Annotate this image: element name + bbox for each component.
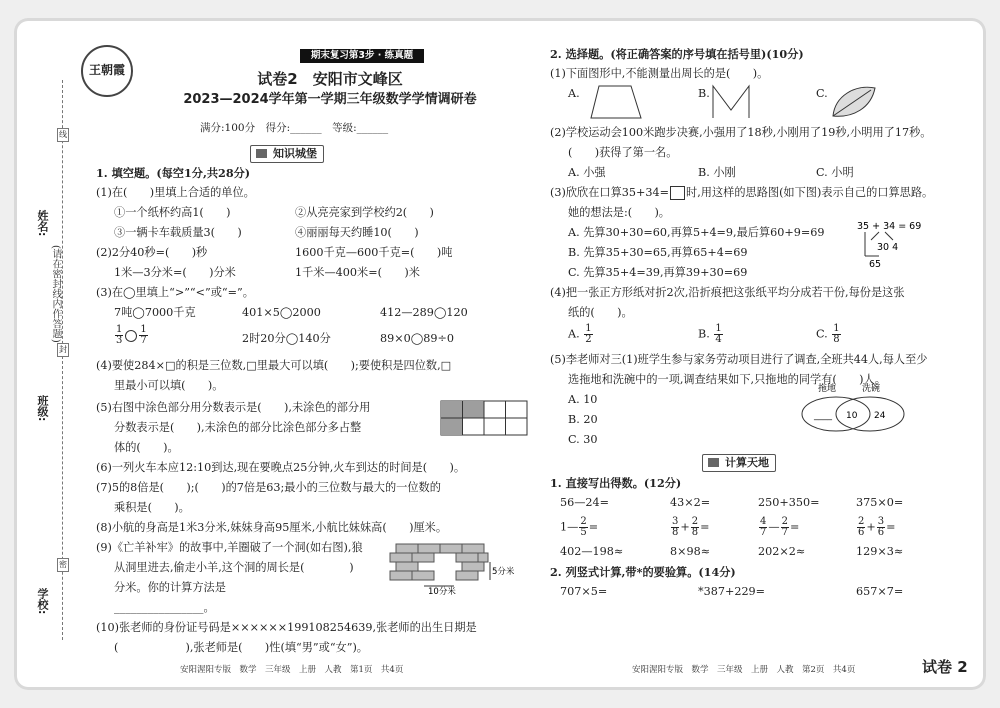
shape-choices bbox=[585, 82, 905, 122]
q1-7-b: 乘积是( )。 bbox=[114, 501, 190, 514]
calc-2-heading: 2. 列竖式计算,带*的要验算。(14分) bbox=[550, 565, 736, 579]
q2-5-opt-a: A. 10 bbox=[568, 393, 598, 406]
vert-b: *387+229= bbox=[698, 585, 766, 598]
q2-4-b: 纸的( )。 bbox=[568, 306, 633, 319]
calc-c: 250+350= bbox=[758, 496, 820, 509]
think-diagram bbox=[855, 218, 935, 270]
answer-box bbox=[670, 186, 685, 200]
q2-1-c: C. bbox=[816, 87, 828, 100]
brand-logo: 王朝霞 bbox=[81, 45, 133, 97]
q1-9-b: 从洞里进去,偷走小羊,这个洞的周长是( ) bbox=[114, 561, 354, 574]
q1-4-a: (4)要使284×□的积是三位数,□里最大可以填( );要使积是四位数,□ bbox=[96, 359, 452, 372]
venn-diagram bbox=[798, 380, 908, 436]
venn-mid-value: 10 bbox=[846, 411, 858, 421]
seal-mark-2: 封 bbox=[57, 343, 69, 357]
seal-notice: (请在密封线内作答题) bbox=[50, 245, 61, 343]
q2-3-b: 她的想法是:( )。 bbox=[568, 206, 670, 219]
calc-e: 1— $\frac{2}{5}$ = bbox=[560, 516, 599, 538]
section-compute: 计算天地 bbox=[702, 454, 776, 472]
m-shape bbox=[713, 86, 749, 118]
q1-heading: 1. 填空题。(每空1分,共28分) bbox=[96, 166, 251, 180]
q1-1-a: ①一个纸杯约高1( ) bbox=[114, 206, 231, 219]
compare-circle bbox=[125, 330, 137, 342]
calc-a: 56—24= bbox=[560, 496, 610, 509]
q1-5-c: 体的( )。 bbox=[114, 441, 179, 454]
footer-right: 安阳渥阳专版 数学 三年级 上册 人教 第2页 共4页 bbox=[632, 665, 856, 675]
think-mid: 30 4 bbox=[877, 242, 899, 253]
q1-6: (6)一列火车本应12:10到达,现在要晚点25分钟,火车到达的时间是( )。 bbox=[96, 461, 466, 474]
venn-right-value: 24 bbox=[874, 411, 886, 421]
q2-1-b: B. bbox=[698, 87, 710, 100]
q2-3-a: (3)欣欣在口算35+34= 时,用这样的思路图(如下图)表示自己的口算思路。 bbox=[550, 186, 934, 199]
q2-2-a-opt: A. 小强 bbox=[568, 166, 606, 179]
q1-3: (3)在◯里填上“>”“<”或“=”。 bbox=[96, 286, 254, 299]
think-top: 35 + 34 = 69 bbox=[857, 221, 922, 232]
q1-2-c: 1米—3分米=( )分米 bbox=[114, 266, 236, 279]
review-banner: 期末复习第3步 · 练真题 bbox=[300, 49, 424, 63]
q2-4-opt-c: C. $\frac{1}{8}$ bbox=[816, 323, 840, 345]
think-bot: 65 bbox=[869, 259, 882, 270]
binding-sidebar bbox=[28, 80, 72, 640]
calc-g: $\frac{4}{7}$ — $\frac{2}{7}$ = bbox=[760, 516, 800, 538]
calc-d: 375×0= bbox=[856, 496, 904, 509]
calc-b: 43×2= bbox=[670, 496, 711, 509]
q1-3-c: 412—289◯120 bbox=[380, 306, 468, 319]
q1-1-c: ③一辆卡车载质量3( ) bbox=[114, 226, 242, 239]
q1-5-b: 分数表示是( ),未涂色的部分比涂色部分多占整 bbox=[114, 421, 362, 434]
q2-heading: 2. 选择题。(将正确答案的序号填在括号里)(10分) bbox=[550, 47, 804, 61]
q2-4-opt-b: B. $\frac{1}{4}$ bbox=[698, 323, 722, 345]
calc-j: 8×98≈ bbox=[670, 545, 711, 558]
q1-3-f: 89×0◯89÷0 bbox=[380, 332, 454, 345]
q2-2-b: ( )获得了第一名。 bbox=[568, 146, 678, 159]
paper-label: 试卷 2 bbox=[922, 658, 968, 676]
q1-3-b: 401×5◯2000 bbox=[242, 306, 321, 319]
name-label: 姓名: bbox=[36, 210, 49, 237]
wall-height-label: 5分米 bbox=[492, 567, 515, 577]
q2-5-opt-c: C. 30 bbox=[568, 433, 598, 446]
calc-k: 202×2≈ bbox=[758, 545, 806, 558]
shaded-grid-figure bbox=[440, 400, 528, 436]
q1-1-b: ②从亮亮家到学校约2( ) bbox=[295, 206, 434, 219]
q1-8: (8)小航的身高是1米3分米,妹妹身高95厘米,小航比妹妹高( )厘米。 bbox=[96, 521, 448, 534]
q1-9-d: ________________。 bbox=[114, 601, 215, 614]
q1-9-c: 分米。你的计算方法是 bbox=[114, 581, 226, 594]
school-label: 学校: bbox=[36, 588, 49, 615]
seal-line bbox=[62, 80, 63, 640]
fraction: $\frac{1}{7}$ bbox=[140, 324, 147, 346]
q2-3-opt-c: C. 先算35+4=39,再算39+30=69 bbox=[568, 266, 748, 279]
calc-f: $\frac{3}{8}$ + $\frac{2}{8}$ = bbox=[672, 516, 710, 538]
q2-4-opt-a: A. $\frac{1}{2}$ bbox=[568, 323, 592, 345]
q1-9-a: (9)《亡羊补牢》的故事中,羊圈破了一个洞(如右图),狼 bbox=[96, 541, 363, 554]
calc-1-heading: 1. 直接写出得数。(12分) bbox=[550, 476, 682, 490]
q1-3-a: 7吨◯7000千克 bbox=[114, 306, 196, 319]
q1-10-b: ( ),张老师是( )性(填“男”或“女”)。 bbox=[114, 641, 368, 654]
venn-right-label: 洗碗 bbox=[862, 384, 881, 394]
seal-mark-1: 线 bbox=[57, 128, 69, 142]
footer-left: 安阳渥阳专版 数学 三年级 上册 人教 第1页 共4页 bbox=[180, 665, 404, 675]
seal-mark-3: 密 bbox=[57, 558, 69, 572]
q1-2-a: (2)2分40秒=( )秒 bbox=[96, 246, 208, 259]
q2-3-opt-b: B. 先算35+30=65,再算65+4=69 bbox=[568, 246, 748, 259]
trapezoid-shape bbox=[591, 86, 641, 118]
score-line: 满分:100分 得分:______ 等级:______ bbox=[200, 122, 389, 134]
calc-l: 129×3≈ bbox=[856, 545, 904, 558]
calc-h: $\frac{2}{6}$ + $\frac{3}{6}$ = bbox=[858, 516, 896, 538]
vert-c: 657×7= bbox=[856, 585, 904, 598]
q2-5-a: (5)李老师对三(1)班学生参与家务劳动项目进行了调查,全班共44人,每人至少 bbox=[550, 353, 928, 366]
q1-4-b: 里最小可以填( )。 bbox=[114, 379, 224, 392]
wall-width-label: 10分米 bbox=[428, 587, 456, 596]
q1-5-a: (5)右图中涂色部分用分数表示是( ),未涂色的部分用 bbox=[96, 401, 371, 414]
q1-2-b: 1600千克—600千克=( )吨 bbox=[295, 246, 453, 259]
q2-2-b-opt: B. 小刚 bbox=[698, 166, 736, 179]
vert-a: 707×5= bbox=[560, 585, 608, 598]
q1-1-d: ④丽丽每天约睡10( ) bbox=[295, 226, 419, 239]
venn-left-value: ____ bbox=[814, 411, 832, 421]
brick-wall-figure bbox=[388, 540, 538, 596]
paper-subtitle: 2023—2024学年第一学期三年级数学学情调研卷 bbox=[183, 92, 477, 107]
q2-5-b: 选拖地和洗碗中的一项,调查结果如下,只拖地的同学有( )人。 bbox=[568, 373, 886, 386]
q1-2-d: 1千米—400米=( )米 bbox=[295, 266, 420, 279]
q1-1: (1)在( )里填上合适的单位。 bbox=[96, 186, 255, 199]
section-knowledge: 知识城堡 bbox=[250, 145, 324, 163]
q2-1: (1)下面图形中,不能测量出周长的是( )。 bbox=[550, 67, 769, 80]
q1-10-a: (10)张老师的身份证号码是××××××19910825​4639,张老师的出生日期是 bbox=[96, 621, 477, 634]
q1-7-a: (7)5的8倍是( );( )的7倍是63;最小的三位数与最大的一位数的 bbox=[96, 481, 441, 494]
venn-left-label: 拖地 bbox=[818, 384, 837, 394]
fraction: $\frac{1}{3}$ bbox=[116, 324, 123, 346]
class-label: 班级: bbox=[36, 395, 49, 422]
q2-2-c-opt: C. 小明 bbox=[816, 166, 854, 179]
q1-3-d bbox=[114, 325, 149, 346]
q2-5-opt-b: B. 20 bbox=[568, 413, 598, 426]
q2-4-a: (4)把一张正方形纸对折2次,沿折痕把这张纸平均分成若干份,每份是这张 bbox=[550, 286, 905, 299]
q2-3-opt-a: A. 先算30+30=60,再算5+4=9,最后算60+9=69 bbox=[568, 226, 825, 239]
calc-i: 402—198≈ bbox=[560, 545, 624, 558]
paper-title: 试卷2 安阳市文峰区 bbox=[257, 70, 403, 88]
q1-3-e: 2时20分◯140分 bbox=[242, 332, 331, 345]
q2-2: (2)学校运动会100米跑步决赛,小强用了18秒,小刚用了19秒,小明用了17秒。 bbox=[550, 126, 932, 139]
q2-1-a: A. bbox=[568, 87, 580, 100]
